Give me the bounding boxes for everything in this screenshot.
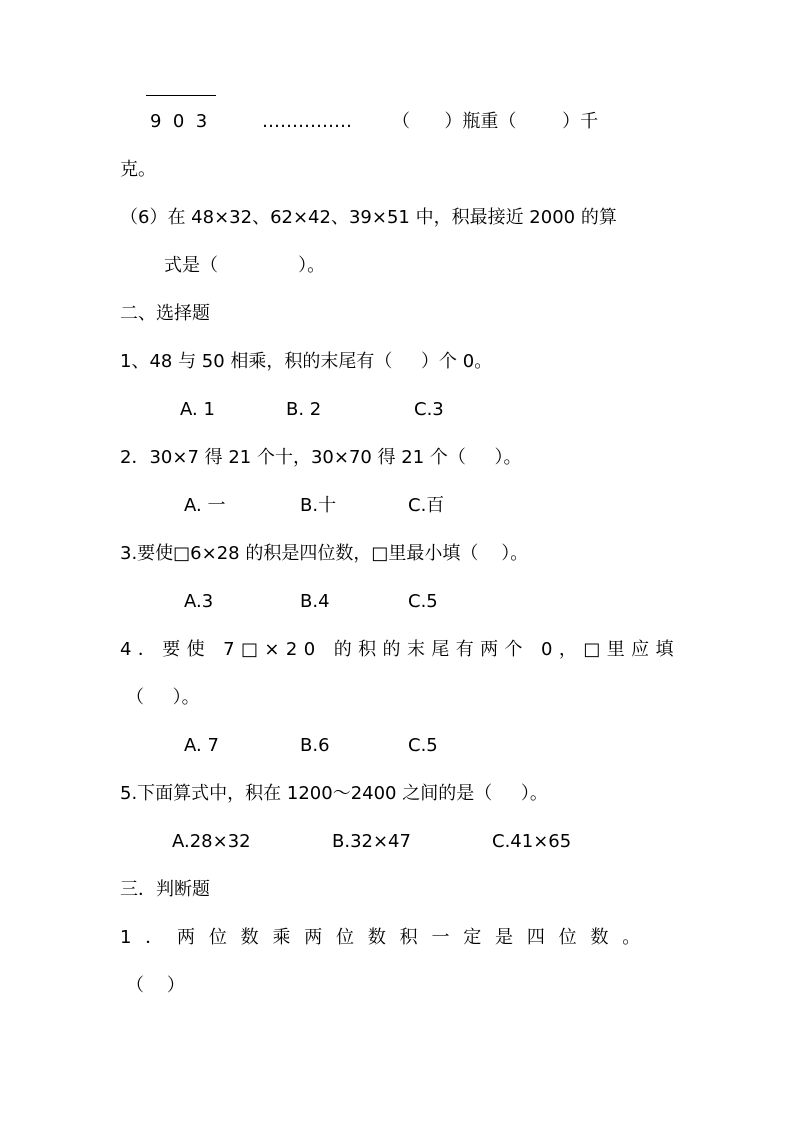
option-b: B.6: [300, 735, 330, 756]
choice-question-5: 5.下面算式中，积在 1200～2400 之间的是（ ）。: [120, 783, 548, 804]
bottle-weight-blank: （ ）瓶重（ ）千: [392, 111, 599, 132]
option-a: A. 1: [180, 399, 215, 420]
dots-leader: ……………: [262, 111, 352, 132]
option-a: A. 7: [184, 735, 219, 756]
choice-question-3: 3.要使□6×28 的积是四位数，□里最小填（ ）。: [120, 543, 529, 564]
choice-question-2: 2．30×7 得 21 个十，30×70 得 21 个（ ）。: [120, 447, 522, 468]
section-heading-judge: 三．判断题: [120, 879, 210, 900]
choice-question-4: 4．要使 7□×20 的积的末尾有两个 0，□里应填: [120, 639, 680, 660]
section-heading-choice: 二、选择题: [120, 303, 210, 324]
option-c: C.百: [408, 495, 445, 516]
option-b: B. 2: [286, 399, 322, 420]
option-c: C.5: [408, 735, 438, 756]
option-b: B.32×47: [332, 831, 411, 852]
option-a: A.28×32: [172, 831, 251, 852]
option-a: A. 一: [184, 495, 226, 516]
option-a: A.3: [184, 591, 214, 612]
choice-question-1: 1、48 与 50 相乘，积的末尾有（ ）个 0。: [120, 351, 493, 372]
judge-question-1: 1．两位数乘两位数积一定是四位数。: [120, 927, 655, 948]
option-b: B.4: [300, 591, 330, 612]
answer-underline: [146, 95, 216, 96]
option-c: C.41×65: [492, 831, 572, 852]
option-c: C.5: [408, 591, 438, 612]
question-6: （6）在 48×32、62×42、39×51 中，积最接近 2000 的算: [120, 207, 617, 228]
choice-question-4-answer: （ ）。: [126, 687, 200, 708]
digits-text: 9 0 3: [150, 111, 208, 132]
question-6-answer: 式是（ ）。: [164, 255, 326, 276]
judge-question-1-answer: （ ）: [126, 975, 185, 996]
option-c: C.3: [414, 399, 444, 420]
unit-continuation: 克。: [120, 159, 156, 180]
option-b: B.十: [300, 495, 337, 516]
